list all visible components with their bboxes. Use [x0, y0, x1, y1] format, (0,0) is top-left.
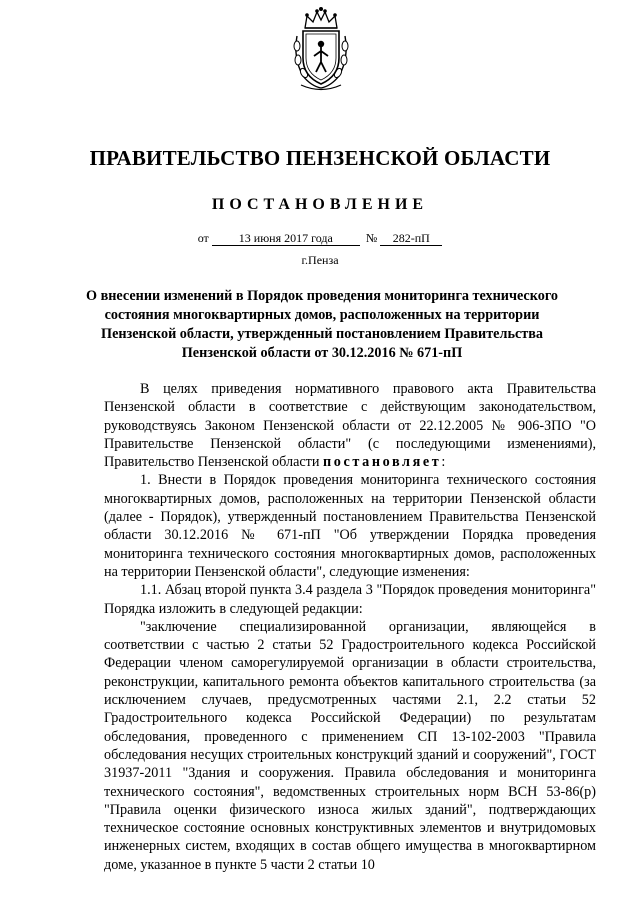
organization-heading: ПРАВИТЕЛЬСТВО ПЕНЗЕНСКОЙ ОБЛАСТИ	[89, 146, 551, 170]
date-number-line	[0, 231, 640, 246]
date-prefix: от	[197, 231, 209, 245]
document-body	[104, 380, 596, 874]
city: г.Пенза	[301, 253, 339, 267]
document-title: О внесении изменений в Порядок проведения мониторинга технического состояния многоквартирных домов, расположенных на территории Пензенской области, утвержденный постановлением Правительства Пензенской области от 30.12.2016 № 671-пП	[86, 288, 558, 361]
paragraph-preamble	[104, 380, 596, 471]
number-sign: №	[365, 231, 378, 245]
coat-of-arms-icon	[291, 6, 351, 92]
preamble-text: В целях приведения нормативного правового акта Правительства Пензенской области в соответствие с действующим законодательством, руководствуясь Законом Пензенской области от 22.12.2005 № 906-ЗПО "О Правительстве Пензенской области" (с последующими изменениями), Правительство Пензенской области	[104, 381, 596, 471]
preamble-colon: :	[441, 454, 446, 471]
paragraph-item-1-1: 1.1. Абзац второй пункта 3.4 раздела 3 "Порядок проведения мониторинга" Порядка изложить в следующей редакции:	[104, 582, 596, 617]
document-date: 13 июня 2017 года	[212, 231, 360, 246]
resolves-word: постановляет	[323, 454, 442, 471]
paragraph-item-1: 1. Внести в Порядок проведения мониторинга технического состояния многоквартирных домов, расположенных на территории Пензенской области (далее - Порядок), утвержденный постановлением Правительства Пензенской области 30.12.2016 № 671-пП "Об утверждении Порядка проведения мониторинга технического состояния многоквартирных домов, расположенных на территории Пензенской области", следующие изменения:	[104, 472, 596, 580]
paragraph-quoted-text: "заключение специализированной организации, являющейся в соответствии с частью 2 статьи 52 Градостроительного кодекса Российской Федерации членом саморегулируемой организации в области строительства, реконструкции, капитального ремонта объектов капитального строительства (за исключением случаев, предусмотренных частями 2.1, 2.2 статьи 52 Градостроительного кодекса Российской Федерации) по результатам обследования, проведенного с применением СП 13-102-2003 "Правила обследования несущих строительных конструкций зданий и сооружений", ГОСТ 31937-2011 "Здания и сооружения. Правила обследования и мониторинга технического состояния", ведомственных строительных норм ВСН 53-86(р) "Правила оценки физического износа жилых зданий", подтверждающих техническое состояние основных конструктивных элементов и внутридомовых инженерных систем, входящих в состав общего имущества в многоквартирном доме, указанное в пункте 5 части 2 статьи 10	[104, 618, 596, 873]
document-number: 282-пП	[380, 231, 442, 246]
document-type: ПОСТАНОВЛЕНИЕ	[211, 196, 429, 213]
